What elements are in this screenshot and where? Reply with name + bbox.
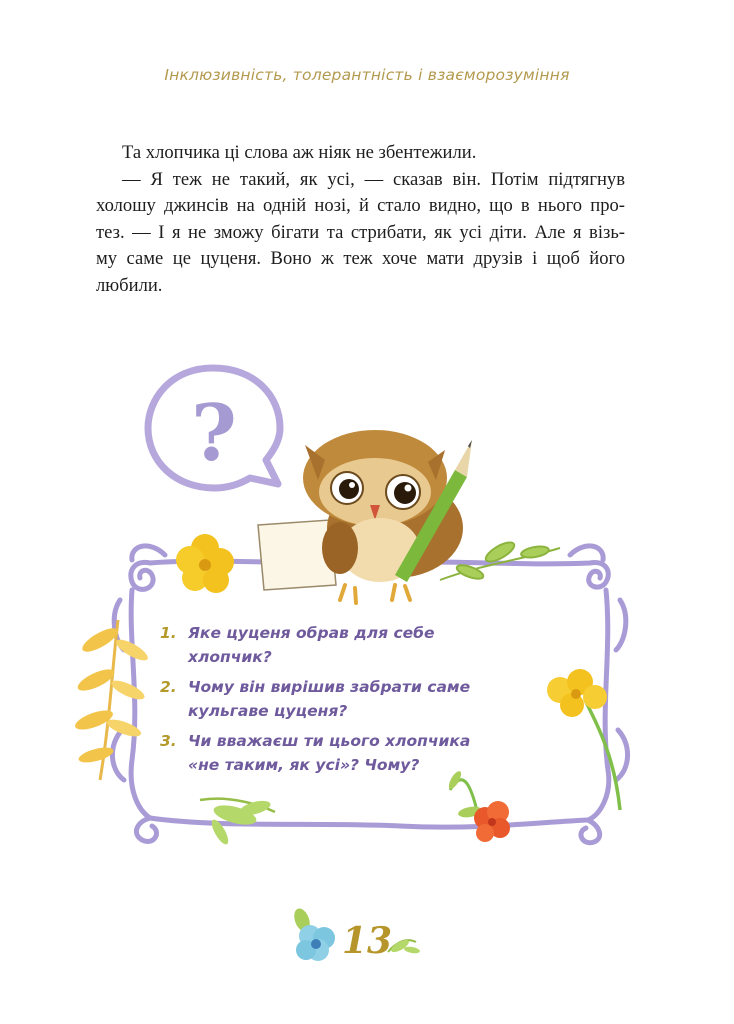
- page-number: 13: [342, 920, 393, 962]
- story-text: [96, 140, 625, 299]
- question-text: кульгаве цуценя?: [188, 702, 348, 720]
- question-mark-icon: ?: [191, 388, 237, 479]
- small-leaf-icon: [388, 938, 420, 955]
- text-line: холошу джинсів на одній нозі, й стало видно, що в нього про-: [96, 195, 625, 216]
- question-item: [160, 729, 520, 777]
- running-header: Інклюзивність, толерантність і взаєморозуміння: [164, 66, 570, 84]
- question-text: Чи вважаєш ти цього хлопчика: [188, 732, 471, 750]
- question-text: «не таким, як усі»? Чому?: [188, 756, 420, 774]
- question-list: [160, 621, 520, 783]
- text-line: му саме це цуценя. Воно ж теж хоче мати друзів і щоб його: [96, 248, 625, 269]
- question-text: Чому він вирішив забрати саме: [188, 678, 471, 696]
- text-line: любили.: [96, 274, 163, 296]
- question-item: [160, 675, 520, 723]
- question-number: 3.: [160, 732, 177, 750]
- speech-bubble-icon: [148, 368, 280, 488]
- blue-flower-icon: [291, 906, 335, 961]
- text-line: тез. — І я не зможу бігати та стрибати, як усі діти. Але я візь-: [96, 221, 625, 243]
- question-number: 2.: [160, 678, 177, 696]
- question-illustration: [0, 340, 734, 900]
- question-number: 1.: [160, 624, 177, 642]
- text-line: Та хлопчика ці слова аж ніяк не збентежили.: [122, 142, 477, 163]
- text-line: — Я теж не такий, як усі, — сказав він. Потім підтягнув: [122, 168, 625, 190]
- question-text: Яке цуценя обрав для себе хлопчик?: [188, 624, 435, 666]
- question-item: [160, 621, 520, 669]
- yellow-flower-icon: [176, 534, 234, 593]
